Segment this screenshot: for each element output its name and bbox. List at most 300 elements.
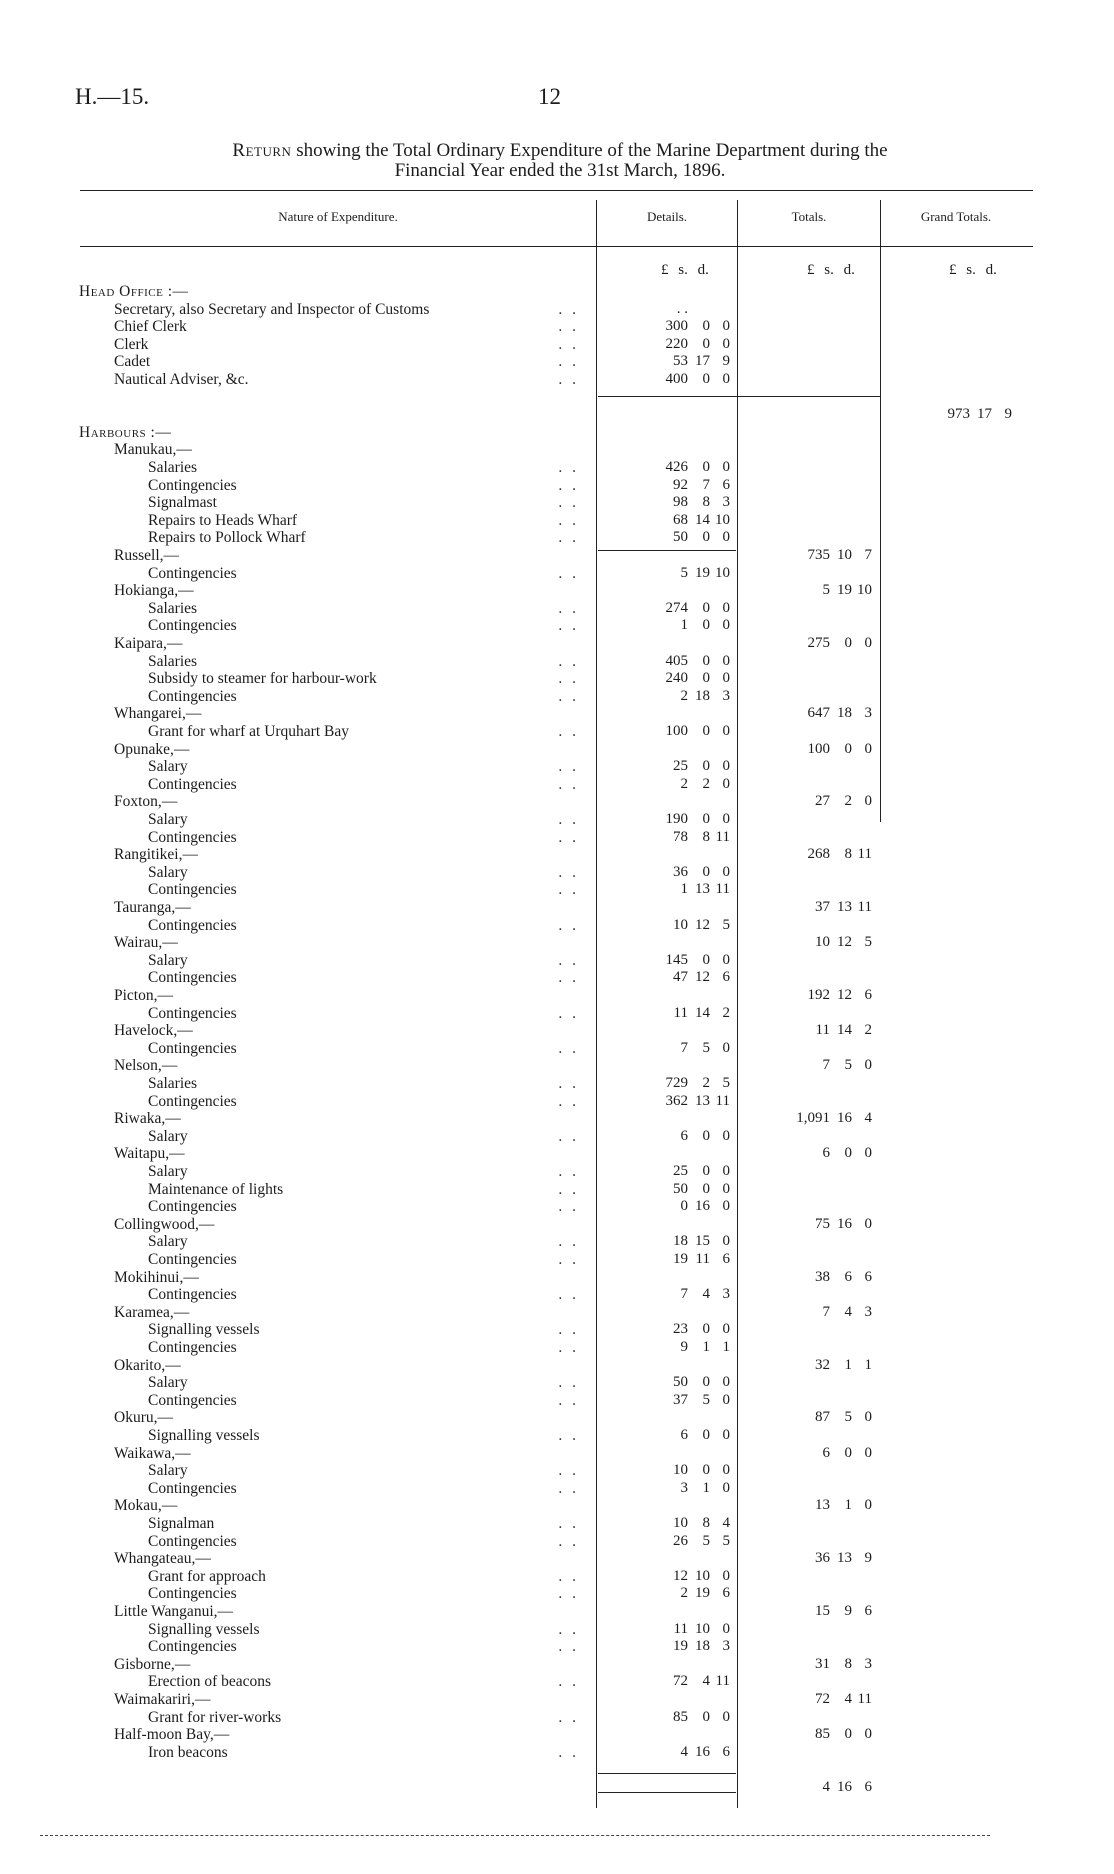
row-label: Kaipara,— [114, 635, 183, 652]
detail-amount-part: 4 [702, 1673, 710, 1690]
row-label: Whangarei,— [114, 705, 202, 723]
detail-amount [648, 1515, 730, 1533]
leader-dots: . . [558, 1708, 579, 1726]
detail-amount-part: 8 [702, 1515, 710, 1531]
total-amount-part: 31 [815, 1655, 830, 1672]
total-amount-part: 0 [864, 1497, 872, 1514]
table-row [0, 1673, 1114, 1691]
leader-dots: . . [558, 1620, 579, 1638]
table-row [0, 1110, 1114, 1128]
table-row [0, 1075, 1114, 1093]
detail-amount-part: 10 [673, 916, 688, 933]
detail-amount-part: 0 [702, 758, 710, 775]
leader-dots: . . [558, 1532, 579, 1550]
detail-amount-part: 729 [665, 1075, 688, 1091]
row-label: Riwaka,— [114, 1110, 181, 1128]
grand-total-amount-part: 9 [1004, 406, 1012, 423]
total-amount-part: 0 [844, 1726, 852, 1743]
table-row [0, 793, 1114, 811]
detail-amount [648, 775, 730, 794]
row-label: Nautical Adviser, &c. [114, 371, 249, 388]
total-amount-part: 11 [857, 899, 872, 915]
detail-amount-part: 23 [673, 1321, 688, 1338]
table-row [0, 846, 1114, 864]
grand-total-amount [930, 406, 1010, 424]
total-amount [790, 1445, 870, 1463]
detail-amount [648, 1321, 730, 1339]
leader-dots: . . [558, 687, 579, 705]
detail-amount-part: 16 [695, 1743, 710, 1760]
leader-dots: . . [558, 1198, 579, 1216]
table-row [0, 547, 1114, 565]
detail-amount-part: 4 [722, 1515, 730, 1531]
table-row [0, 1198, 1114, 1216]
row-label: Whangateau,— [114, 1550, 211, 1568]
row-label: Waimakariri,— [114, 1691, 211, 1708]
leader-dots: . . [558, 511, 579, 529]
detail-amount [648, 723, 730, 741]
row-label: Waikawa,— [114, 1444, 191, 1462]
detail-amount-part: 12 [673, 1567, 688, 1584]
table-row [0, 758, 1114, 776]
detail-amount-part: 5 [702, 1391, 710, 1408]
footer-rule [40, 1835, 990, 1837]
total-amount-part: 0 [844, 740, 852, 757]
detail-amount-part: 0 [722, 529, 730, 546]
total-amount-part: 4 [844, 1303, 852, 1320]
table-row [0, 1216, 1114, 1234]
detail-amount-part: 8 [702, 828, 710, 845]
total-amount-part: 10 [837, 547, 852, 563]
row-label: Karamea,— [114, 1303, 190, 1321]
detail-amount-part: 220 [665, 335, 688, 352]
detail-amount-part: 18 [695, 687, 710, 704]
detail-amount [648, 652, 730, 671]
detail-amount-part: 0 [722, 1198, 730, 1215]
table-row [0, 1022, 1114, 1040]
row-label: Salaries [148, 599, 198, 617]
detail-amount-part: 0 [702, 318, 710, 335]
row-label: Mokihinui,— [114, 1268, 199, 1286]
table-row [0, 1744, 1114, 1762]
detail-amount [648, 318, 730, 336]
detail-amount-part: 14 [695, 1004, 710, 1021]
detail-amount-part: 0 [702, 1127, 710, 1144]
detail-amount-part: 0 [722, 1233, 730, 1250]
row-label: Salary [148, 1462, 188, 1480]
detail-amount [648, 1479, 730, 1498]
row-label: Signalling vessels [148, 1427, 260, 1444]
table-row [0, 424, 1114, 442]
detail-amount-part: 92 [673, 476, 688, 493]
detail-amount [648, 1462, 730, 1480]
detail-amount [648, 828, 730, 847]
table-row [0, 723, 1114, 741]
leader-dots: . . [558, 1039, 579, 1057]
leader-dots: . . [558, 1638, 579, 1656]
leader-dots: . . [558, 969, 579, 987]
table-row [0, 1392, 1114, 1410]
total-amount-part: 1 [844, 1356, 852, 1373]
detail-amount-part: 36 [673, 863, 688, 880]
detail-amount-part: 13 [695, 1092, 710, 1109]
row-label: Salary [148, 863, 188, 881]
leader-dots: . . [558, 652, 579, 670]
total-amount-part: 0 [864, 1409, 872, 1426]
leader-dots: . . [558, 476, 579, 494]
row-label: Contingencies [148, 1251, 237, 1268]
detail-amount [648, 511, 730, 530]
leader-dots: . . [558, 599, 579, 617]
table-row [0, 741, 1114, 759]
table-row [0, 1128, 1114, 1146]
page-ref: H.—15. [75, 84, 150, 109]
detail-amount-part: 1 [702, 1339, 710, 1355]
detail-amount-part: 6 [722, 1743, 730, 1760]
total-amount-part: 3 [864, 705, 872, 722]
row-label: Contingencies [148, 775, 237, 793]
detail-amount-part: 0 [702, 599, 710, 616]
table-title [100, 141, 1020, 160]
col-totals: Totals. [791, 209, 827, 224]
detail-amount [648, 1092, 730, 1111]
detail-amount [648, 301, 722, 319]
total-amount-part: 0 [844, 1444, 852, 1461]
total-amount [790, 741, 870, 759]
detail-amount-part: 3 [680, 1479, 688, 1496]
leader-dots: . . [558, 1286, 579, 1304]
row-label: Mokau,— [114, 1497, 178, 1515]
detail-amount-part: 1 [702, 1479, 710, 1496]
detail-amount-part: 7 [680, 1039, 688, 1056]
row-label: Russell,— [114, 547, 180, 564]
leader-dots: . . [558, 1391, 579, 1409]
detail-amount [648, 1567, 730, 1586]
row-label: Harbours :— [79, 423, 172, 441]
detail-amount-part: 405 [665, 652, 688, 669]
detail-amount-part: 0 [722, 318, 730, 335]
detail-amount [648, 1374, 730, 1392]
detail-amount-part: 98 [673, 494, 688, 511]
detail-amount-part: 0 [722, 1039, 730, 1056]
table-row [0, 1005, 1114, 1023]
detail-amount [648, 687, 730, 706]
detail-amount [648, 1673, 730, 1691]
row-label: Signalmast [148, 494, 217, 512]
detail-amount-part: 145 [665, 951, 688, 968]
leader-dots: . . [558, 1374, 579, 1392]
row-label: Salaries [148, 652, 198, 670]
leader-dots: . . [558, 1127, 579, 1145]
total-amount-part: 1,091 [796, 1110, 830, 1127]
table-row [0, 1761, 1114, 1779]
total-amount [790, 1145, 870, 1163]
detail-amount-part: 0 [722, 1708, 730, 1725]
row-label: Erection of beacons [148, 1673, 272, 1691]
detail-amount-part: 0 [722, 670, 730, 687]
total-amount-part: 37 [815, 899, 830, 915]
detail-amount-part: 25 [673, 1163, 688, 1179]
table-row [0, 1603, 1114, 1621]
leader-dots: . . [558, 1233, 579, 1251]
detail-amount-part: 19 [673, 1638, 688, 1655]
detail-amount-part: 16 [695, 1198, 710, 1215]
detail-amount-part: 0 [702, 1321, 710, 1338]
detail-amount-part: 0 [722, 1462, 730, 1479]
total-amount-part: 27 [815, 793, 830, 810]
total-amount [790, 899, 870, 917]
table-row [0, 1638, 1114, 1656]
row-label: Salary [148, 758, 188, 776]
leader-dots: . . [558, 1004, 579, 1022]
currency-header-grand: £ s. d. [949, 262, 997, 278]
detail-amount-part: 13 [695, 881, 710, 898]
total-amount [790, 1409, 870, 1427]
detail-amount-part: 2 [722, 1004, 730, 1021]
total-amount-part: 13 [837, 1550, 852, 1567]
row-label: Head Office :— [79, 283, 189, 300]
table-row [0, 653, 1114, 671]
detail-amount [648, 1163, 730, 1181]
total-amount-part: 12 [837, 987, 852, 1003]
total-amount-part: 16 [837, 1110, 852, 1127]
header-bottom-rule [80, 246, 1033, 247]
total-amount-part: 15 [815, 1603, 830, 1619]
detail-amount-part: 0 [722, 1127, 730, 1144]
detail-amount-part: 7 [680, 1286, 688, 1303]
detail-amount [648, 916, 730, 935]
detail-amount-part: 11 [695, 1251, 710, 1267]
detail-amount-part: 0 [702, 863, 710, 880]
total-amount [790, 934, 870, 952]
row-label: Maintenance of lights [148, 1180, 284, 1198]
table-row [0, 1656, 1114, 1674]
leader-dots: . . [558, 371, 579, 388]
detail-amount [648, 758, 730, 776]
total-amount [790, 1779, 870, 1797]
row-label: Salary [148, 811, 188, 828]
table-row [0, 406, 1114, 424]
detail-amount-part: 0 [722, 951, 730, 968]
total-amount-part: 647 [807, 705, 830, 722]
detail-amount-part: 4 [702, 1286, 710, 1303]
detail-amount [648, 335, 730, 354]
detail-amount [648, 1708, 730, 1727]
detail-amount-part: 78 [673, 828, 688, 845]
row-label: Salary [148, 951, 188, 969]
row-label: Rangitikei,— [114, 846, 198, 864]
table-row [0, 1163, 1114, 1181]
total-amount [790, 846, 870, 864]
total-amount-part: 7 [864, 547, 872, 563]
detail-amount-part: 12 [695, 969, 710, 986]
total-amount [790, 1691, 870, 1709]
detail-amount [648, 1127, 730, 1146]
table-row [0, 318, 1114, 336]
total-amount-part: 9 [864, 1550, 872, 1567]
detail-amount [648, 1339, 730, 1357]
detail-amount-part: 0 [702, 951, 710, 968]
total-amount-part: 72 [815, 1691, 830, 1707]
row-label: Contingencies [148, 564, 237, 582]
detail-amount [648, 494, 730, 512]
table-row [0, 881, 1114, 899]
detail-amount-part: 17 [695, 353, 710, 370]
leader-dots: . . [558, 775, 579, 793]
total-amount-part: 5 [844, 1057, 852, 1074]
table-row [0, 1621, 1114, 1639]
table-row [0, 1339, 1114, 1357]
total-amount-part: 16 [837, 1215, 852, 1232]
detail-amount [648, 1180, 730, 1199]
table-row [0, 565, 1114, 583]
detail-amount-part: 26 [673, 1532, 688, 1549]
detail-amount-part: 2 [702, 775, 710, 792]
table-row [0, 1497, 1114, 1515]
total-amount-part: 85 [815, 1726, 830, 1743]
detail-amount-part: 362 [665, 1092, 688, 1109]
detail-amount-part: 0 [722, 335, 730, 352]
total-amount-part: 0 [864, 1726, 872, 1743]
table-row [0, 477, 1114, 495]
detail-amount-part: 426 [665, 459, 688, 475]
detail-amount-part: 0 [722, 617, 730, 634]
table-row [0, 811, 1114, 829]
row-label: Contingencies [148, 969, 237, 987]
total-amount [790, 1022, 870, 1040]
detail-amount-part: 0 [702, 1374, 710, 1391]
total-amount-part: 268 [807, 846, 830, 863]
table-row [0, 776, 1114, 794]
table-row [0, 1533, 1114, 1551]
detail-amount-part: 11 [715, 881, 730, 898]
detail-amount-part: 274 [665, 599, 688, 616]
detail-amount-part: 0 [722, 1180, 730, 1197]
detail-amount-part: 0 [722, 1567, 730, 1584]
table-row [0, 459, 1114, 477]
table-row [0, 1304, 1114, 1322]
table-row [0, 1462, 1114, 1480]
detail-amount-part: 3 [722, 494, 730, 511]
table-row [0, 1286, 1114, 1304]
detail-amount-part: 0 [702, 1427, 710, 1443]
total-amount-part: 2 [844, 793, 852, 810]
detail-amount-part: 8 [702, 494, 710, 511]
table-row [0, 512, 1114, 530]
detail-amount-part: 15 [695, 1233, 710, 1250]
total-amount [790, 1110, 870, 1128]
leader-dots: . . [558, 1321, 579, 1339]
table-row [0, 952, 1114, 970]
total-amount-part: 16 [837, 1779, 852, 1795]
row-label: Clerk [114, 335, 149, 353]
leader-dots: . . [558, 1075, 579, 1092]
header-top-rule [80, 190, 1033, 191]
detail-amount [648, 969, 730, 987]
detail-amount-part: 0 [702, 1163, 710, 1179]
detail-amount-part: 240 [665, 670, 688, 687]
leader-dots: . . [558, 335, 579, 353]
total-amount-part: 1 [864, 1356, 872, 1373]
row-label: Contingencies [148, 1638, 237, 1656]
detail-amount-part: 5 [722, 1075, 730, 1091]
total-amount-part: 8 [844, 1655, 852, 1672]
row-label: Contingencies [148, 1391, 237, 1409]
row-label: Contingencies [148, 1004, 237, 1022]
detail-amount-part: 0 [722, 758, 730, 775]
leader-dots: . . [558, 1585, 579, 1603]
row-label: Contingencies [148, 1532, 237, 1550]
table-row [0, 670, 1114, 688]
detail-amount-part: 11 [673, 1004, 688, 1021]
row-label: Manukau,— [114, 441, 192, 459]
detail-amount-part: 19 [695, 1585, 710, 1602]
leader-dots: . . [558, 1163, 579, 1180]
table-row [0, 1251, 1114, 1269]
total-amount-part: 6 [822, 1444, 830, 1461]
table-row [0, 635, 1114, 653]
row-label: Contingencies [148, 1198, 237, 1216]
total-amount-part: 0 [864, 1215, 872, 1232]
title-lead: Return [232, 140, 292, 161]
detail-amount-part: 0 [702, 529, 710, 546]
detail-amount-part: 0 [722, 775, 730, 792]
table-row [0, 529, 1114, 547]
detail-amount-part: 5 [680, 564, 688, 581]
table-row [0, 1568, 1114, 1586]
leader-dots: . . [558, 353, 579, 371]
leader-dots: . . [558, 617, 579, 635]
detail-amount-part: 0 [722, 1427, 730, 1443]
detail-amount-part: 2 [680, 775, 688, 792]
detail-amount-part: 0 [722, 459, 730, 475]
detail-amount-part: 85 [673, 1708, 688, 1725]
detail-amount [648, 1427, 730, 1445]
detail-amount-part: 0 [722, 371, 730, 387]
detail-amount-part: 0 [702, 459, 710, 475]
table-row [0, 1145, 1114, 1163]
row-label: Picton,— [114, 987, 173, 1004]
detail-amount-part: 3 [722, 1286, 730, 1303]
title-rest: showing the Total Ordinary Expenditure of the Marine Department during the [291, 140, 888, 161]
total-amount-part: 4 [844, 1691, 852, 1707]
detail-amount-part: 7 [702, 476, 710, 493]
table-row [0, 1040, 1114, 1058]
table-row [0, 582, 1114, 600]
detail-amount-part: 3 [722, 687, 730, 704]
table-row [0, 494, 1114, 512]
total-amount-part: 10 [857, 582, 872, 599]
total-amount-part: 735 [807, 547, 830, 563]
row-label: Tauranga,— [114, 899, 191, 916]
detail-amount-part: 0 [702, 1462, 710, 1479]
detail-amount-part: 11 [715, 1092, 730, 1109]
table-row [0, 389, 1114, 407]
detail-amount-part: 0 [722, 1391, 730, 1408]
total-amount-part: 13 [837, 899, 852, 915]
row-label: Contingencies [148, 1585, 237, 1603]
detail-amount-part: 6 [680, 1427, 688, 1443]
table-row [0, 600, 1114, 618]
leader-dots: . . [558, 1673, 579, 1691]
table-row [0, 969, 1114, 987]
detail-amount-part: 14 [695, 511, 710, 528]
total-amount-part: 8 [844, 846, 852, 863]
detail-amount-part: 0 [722, 599, 730, 616]
total-amount-part: 3 [864, 1303, 872, 1320]
leader-dots: . . [558, 1462, 579, 1480]
detail-amount-part: 10 [715, 564, 730, 581]
